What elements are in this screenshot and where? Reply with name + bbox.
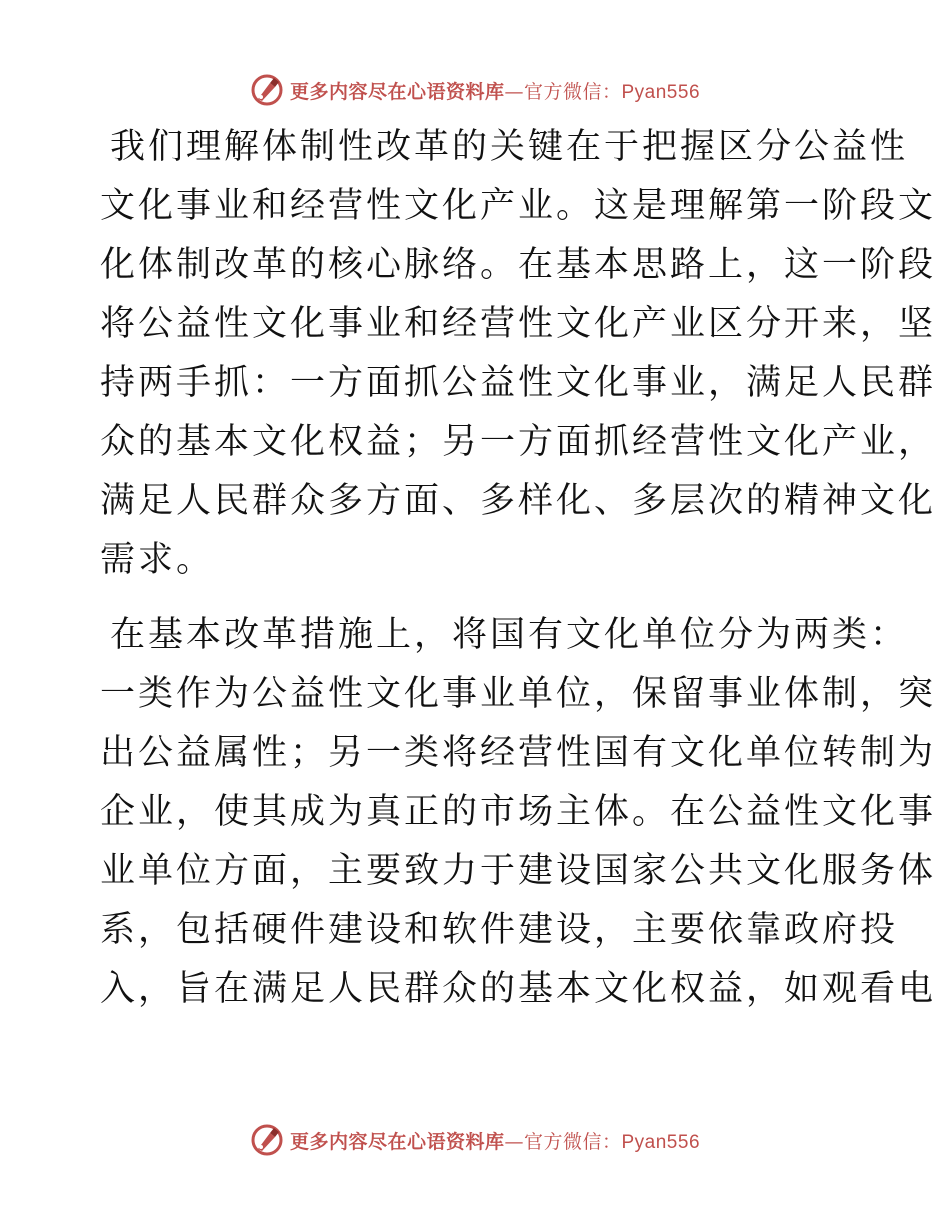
text-line: 企业，使其成为真正的市场主体。在公益性文化事 xyxy=(100,792,937,832)
text-line: 入，旨在满足人民群众的基本文化权益，如观看电 xyxy=(100,969,937,1009)
text-line: 业单位方面，主要致力于建设国家公共文化服务体 xyxy=(100,851,937,891)
text-line: 将公益性文化事业和经营性文化产业区分开来，坚 xyxy=(100,304,937,344)
header-banner xyxy=(0,70,950,110)
text-line: 出公益属性；另一类将经营性国有文化单位转制为 xyxy=(100,733,937,773)
text-line: 一类作为公益性文化事业单位，保留事业体制，突 xyxy=(100,674,937,714)
text-line: 众的基本文化权益；另一方面抓经营性文化产业， xyxy=(100,422,937,462)
document-body xyxy=(100,118,937,1019)
banner-text: 更多内容尽在心语资料库—官方微信：Pyan556 xyxy=(289,1130,701,1153)
pen-logo-icon xyxy=(250,73,284,107)
paragraph-2 xyxy=(100,606,937,1019)
footer-banner xyxy=(0,1120,950,1160)
paragraph-1 xyxy=(100,118,937,590)
text-line: 化体制改革的核心脉络。在基本思路上，这一阶段 xyxy=(100,245,937,285)
text-line: 在基本改革措施上，将国有文化单位分为两类： xyxy=(110,615,909,655)
text-line: 我们理解体制性改革的关键在于把握区分公益性 xyxy=(110,127,909,167)
text-line: 满足人民群众多方面、多样化、多层次的精神文化 xyxy=(100,481,937,521)
text-line: 需求。 xyxy=(100,540,215,580)
banner-text: 更多内容尽在心语资料库—官方微信：Pyan556 xyxy=(289,80,701,103)
text-line: 系，包括硬件建设和软件建设，主要依靠政府投 xyxy=(100,910,899,950)
pen-logo-icon xyxy=(250,1123,284,1157)
text-line: 文化事业和经营性文化产业。这是理解第一阶段文 xyxy=(100,186,937,226)
text-line: 持两手抓：一方面抓公益性文化事业，满足人民群 xyxy=(100,363,937,403)
